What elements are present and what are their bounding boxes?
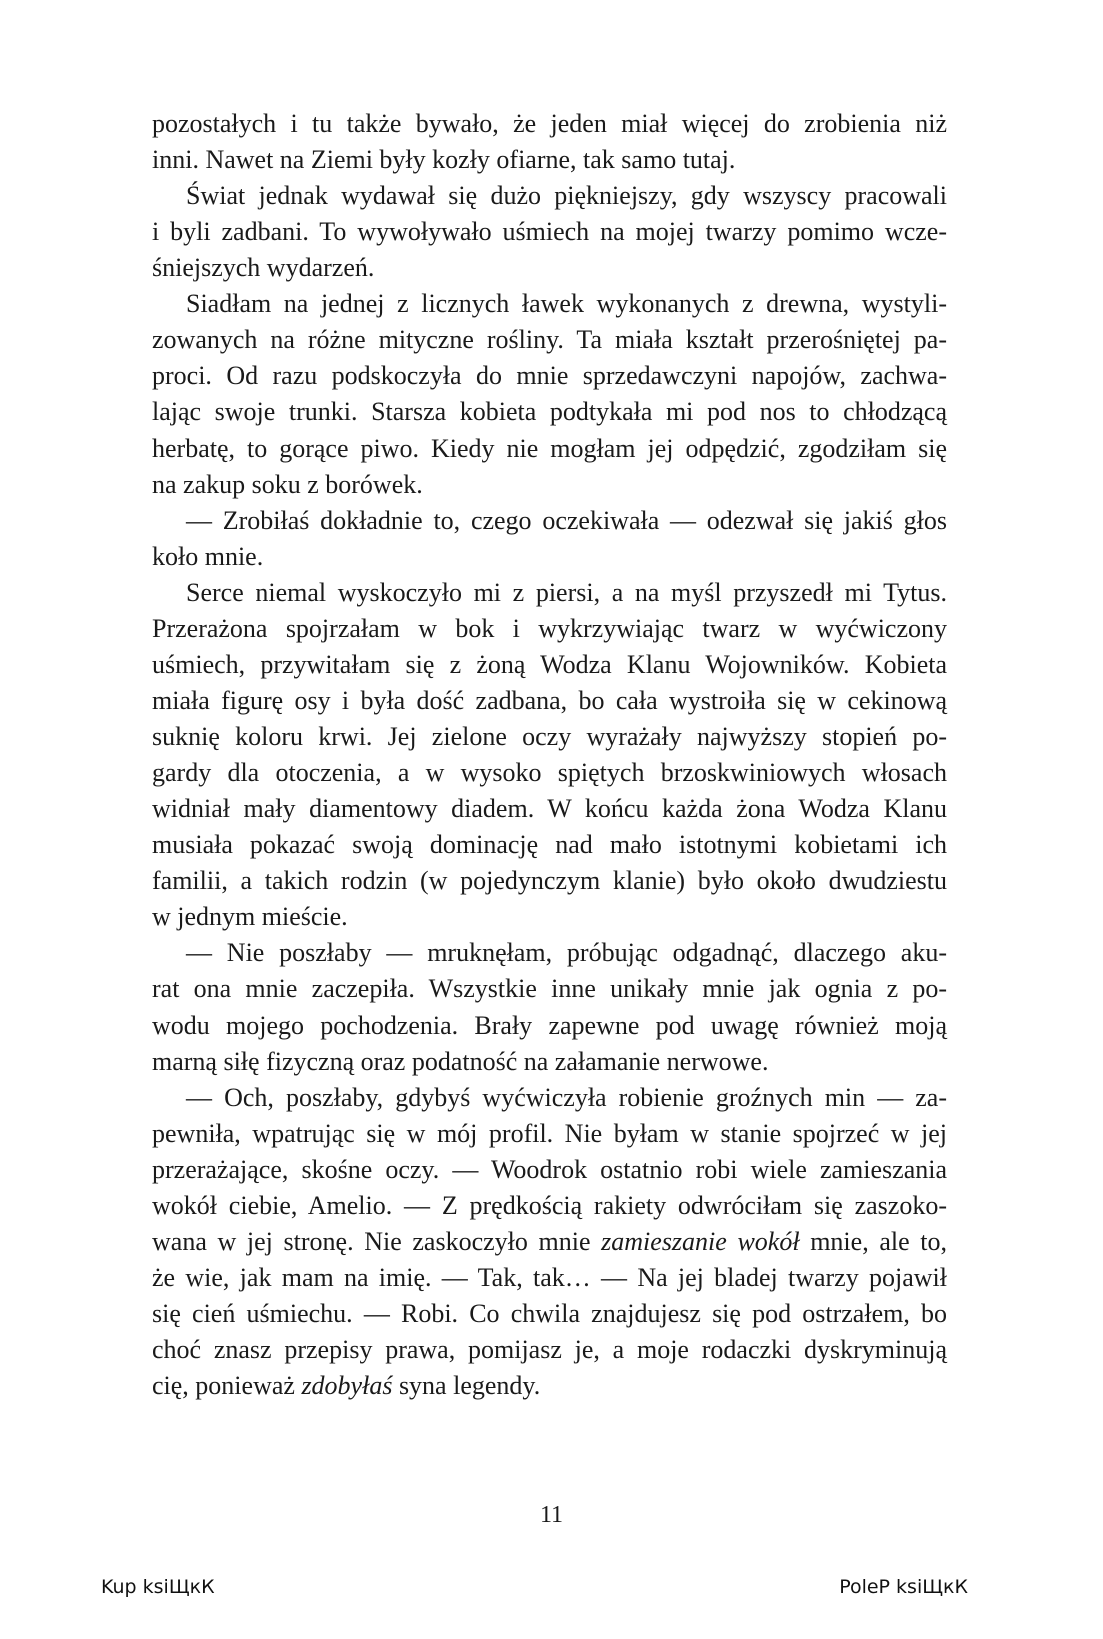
text-line: pewniła, wpatrując się w mój profil. Nie byłam w stanie spojrzeć w jej (152, 1118, 947, 1148)
text-line: w jednym mieście. (152, 902, 348, 932)
text-line: śniejszych wydarzeń. (152, 253, 375, 283)
text-line: — Nie poszłaby — mruknęłam, próbując odgadnąć, dlaczego aku- (186, 938, 947, 968)
text-line: widniał mały diamentowy diadem. W końcu każda żona Wodza Klanu (152, 794, 947, 824)
text-line: choć znasz przepisy prawa, pomijasz je, a moje rodaczki dyskryminują (152, 1335, 947, 1365)
text-segment: cię, ponieważ (152, 1371, 302, 1401)
recommend-book-link[interactable]: PoleР ksiЩкК (839, 1576, 968, 1598)
text-line: inni. Nawet na Ziemi były kozły ofiarne, tak samo tutaj. (152, 145, 736, 175)
text-line: się cień uśmiechu. — Robi. Co chwila znajdujesz się pod ostrzałem, bo (152, 1298, 947, 1328)
text-line: Serce niemal wyskoczyło mi z piersi, a na myśl przyszedł mi Tytus. (186, 577, 947, 607)
text-line: proci. Od razu podskoczyła do mnie sprzedawczyni napojów, zachwa- (152, 361, 947, 391)
text-line: miała figurę osy i była dość zadbana, bo cała wystroiła się w cekinową (152, 685, 947, 715)
text-line (152, 1224, 947, 1260)
text-line: koło mnie. (152, 541, 264, 571)
text-line: uśmiech, przywitałam się z żoną Wodza Klanu Wojowników. Kobieta (152, 649, 947, 679)
text-line: pozostałych i tu także bywało, że jeden miał więcej do zrobienia niż (152, 109, 947, 138)
text-line: marną siłę fizyczną oraz podatność na załamanie nerwowe. (152, 1046, 769, 1076)
text-line: suknię koloru krwi. Jej zielone oczy wyrażały najwyższy stopień po- (152, 722, 947, 752)
italic-phrase: zdobyłaś (301, 1371, 393, 1401)
text-line: rat ona mnie zaczepiła. Wszystkie inne unikały mnie jak ognia z po- (152, 974, 947, 1004)
text-segment: syna legendy. (392, 1371, 541, 1401)
page-number: 11 (539, 1502, 564, 1528)
text-line: familii, a takich rodzin (w pojedynczym klanie) było około dwudziestu (152, 866, 947, 896)
text-line: na zakup soku z borówek. (152, 469, 423, 499)
text-line: musiała pokazać swoją dominację nad mało istotnymi kobietami ich (152, 830, 947, 860)
text-line: herbatę, to gorące piwo. Kiedy nie mogłam jej odpędzić, zgodziłam się (152, 433, 947, 463)
text-line: lając swoje trunki. Starsza kobieta podtykała mi pod nos to chłodzącą (152, 397, 947, 427)
text-line: — Zrobiłaś dokładnie to, czego oczekiwała — odezwał się jakiś głos (186, 505, 947, 535)
text-line: gardy dla otoczenia, a w wysoko spiętych brzoskwiniowych włosach (152, 758, 947, 788)
text-line: — Och, poszłaby, gdybyś wyćwiczyła robienie groźnych min — za- (186, 1082, 947, 1112)
text-line: wodu mojego pochodzenia. Brały zapewne pod uwagę również moją (152, 1010, 947, 1040)
text-line: że wie, jak mam na imię. — Tak, tak… — Na jej bladej twarzy pojawił (152, 1262, 947, 1292)
italic-phrase: zamieszanie wokół (601, 1226, 800, 1256)
text-line (152, 1368, 540, 1404)
text-line: Przerażona spojrzałam w bok i wykrzywiając twarz w wyćwiczony (152, 613, 947, 643)
text-segment: wana w jej stronę. Nie zaskoczyło mnie (152, 1226, 602, 1256)
buy-book-link[interactable]: Kup ksiЩкК (101, 1576, 215, 1598)
text-line: Siadłam na jednej z licznych ławek wykonanych z drewna, wystyli- (186, 289, 947, 319)
text-line: zowanych na różne mityczne rośliny. Ta miała kształt przerośniętej pa- (152, 325, 947, 355)
text-segment: mnie, ale to, (799, 1226, 947, 1256)
text-line: przerażające, skośne oczy. — Woodrok ostatnio robi wiele zamieszania (152, 1154, 947, 1184)
text-line: i byli zadbani. To wywoływało uśmiech na mojej twarzy pomimo wcze- (152, 217, 947, 247)
text-line: Świat jednak wydawał się dużo piękniejszy, gdy wszyscy pracowali (186, 181, 947, 211)
text-line: wokół ciebie, Amelio. — Z prędkością rakiety odwróciłam się zaszoko- (152, 1190, 947, 1220)
